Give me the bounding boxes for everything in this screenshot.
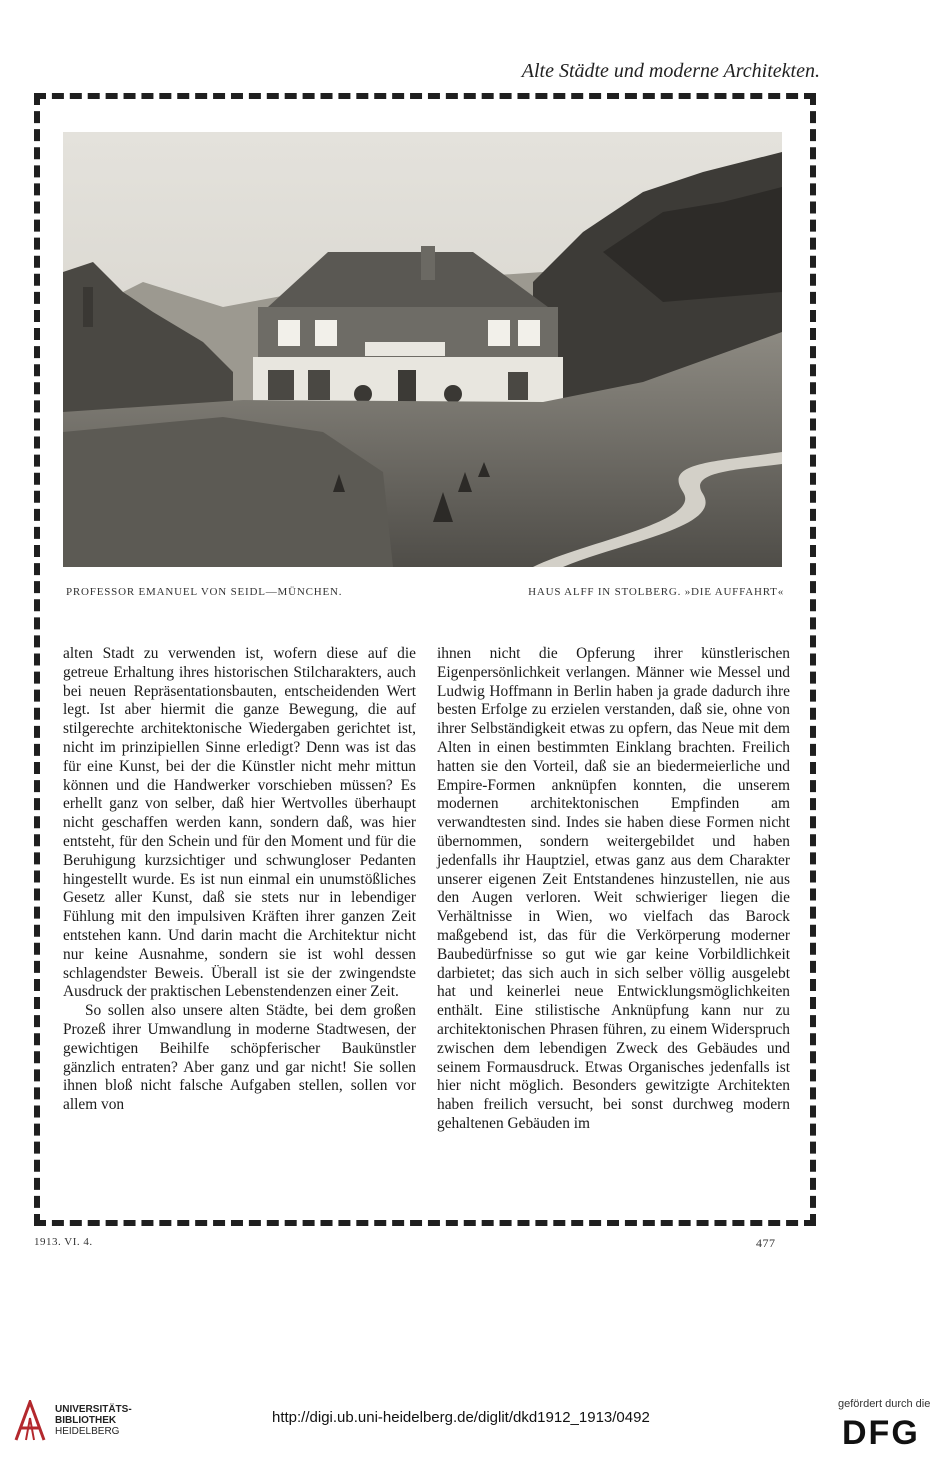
paragraph: alten Stadt zu verwenden ist, wofern diese auf die getreue Erhaltung ihres historischen Stilcharakters, auch bei neuen Repräsentationsbauten, entscheidenden Wert legt. Ist aber hiermit die ganze Bewegung, die auf stilgerechte architektonische Wiedergaben gerichtet ist, nicht im prinzipiellen Sinne erledigt? Denn was ist das für eine Kunst, bei der die Künstler nicht mehr mittun können und die Handwerker vorschieben müssen? Es erhellt ganz von selber, daß hier Wertvolles überhaupt nicht geschaffen werden kann, sondern daß, was hier entsteht, für den Schein und für den Moment und für die Beruhigung kurzsichtiger und schwungloser Pedanten hingestellt wurde. Es ist nun einmal ein unumstößliches Gesetz aller Kunst, daß sie stets nur in lebendiger Fühlung mit den impulsiven Kräften ihrer ganzen Zeit entstehen kann. Und darin macht die Architektur nicht nur keine Ausnahme, sondern sie ist wohl dessen schlagendster Beweis. Überall ist sie der zwingendste Ausdruck der praktischen Lebenstendenzen einer Zeit.: [63, 645, 416, 1001]
text-column-left: [63, 645, 416, 1115]
funding-note: gefördert durch die: [838, 1398, 931, 1410]
house-photograph: [63, 132, 782, 567]
text-column-right: [437, 645, 790, 1134]
source-url-link[interactable]: http://digi.ub.uni-heidelberg.de/diglit/dkd1912_1913/0492: [272, 1409, 650, 1426]
paragraph: So sollen also unsere alten Städte, bei dem großen Prozeß ihrer Umwandlung in moderne Stadtwesen, der gewichtigen Beihilfe schöpferischer Baukünstler gänzlich entraten? Aber ganz und gar nicht! Sie sollen ihnen bloß nicht falsche Aufgaben stellen, sollen vor allem von: [63, 1002, 416, 1114]
photo-caption-building: HAUS ALFF IN STOLBERG. »DIE AUFFAHRT«: [528, 586, 784, 598]
running-header: Alte Städte und moderne Architekten.: [521, 60, 820, 82]
dfg-logo: DFG: [842, 1414, 920, 1452]
university-seal-icon: [12, 1400, 48, 1442]
photo-caption-architect: PROFESSOR EMANUEL VON SEIDL—MÜNCHEN.: [66, 586, 343, 598]
paragraph: ihnen nicht die Opferung ihrer künstlerischen Eigenpersönlichkeit verlangen. Männer wie Messel und Ludwig Hoffmann in Berlin haben ja grade dadurch ihre besten Erfolge zu erzielen verstanden, daß sie, ohne von ihrer Selbständigkeit etwas zu opfern, das Neue mit dem Alten in einen bestimmten Einklang brachten. Freilich hatten sie den Vorteil, daß sie an biedermeierliche und Empire-Formen anknüpfen konnten, die unserem modernen architektonischen Empfinden am verwandtesten sind. Indes sie haben diese Formen nicht übernommen, sondern weitergebildet und haben jedenfalls ihr Hauptziel, etwas ganz aus dem Charakter unserer eigenen Zeit Entstandenes hinzustellen, nie aus den Augen verloren. Weit schwieriger liegen die Verhältnisse in Wien, wo vielfach das Barock maßgebend ist, das für die Verkörperung moderner Baubedürfnisse so gut wie gar keine Vorbildlichkeit darbietet; das sich auch in sich selber völlig ausgelebt hat und keinerlei neue Entwicklungsmöglichkeiten enthält. Eine stilistische Anknüpfung kann nur zu architektonischen Phrasen führen, zu einem Widerspruch zwischen dem lebendigen Zweck des Gebäudes und seinem Formausdruck. Etwas Organisches jedenfalls ist hier nicht möglich. Besonders gewitzigte Architekten haben freilich versucht, bei sonst durchweg modern gehaltenen Gebäuden im: [437, 645, 790, 1132]
page-number: 477: [756, 1236, 776, 1250]
library-name: UNIVERSITÄTS- BIBLIOTHEK HEIDELBERG: [55, 1404, 132, 1437]
issue-label: 1913. VI. 4.: [34, 1236, 93, 1248]
